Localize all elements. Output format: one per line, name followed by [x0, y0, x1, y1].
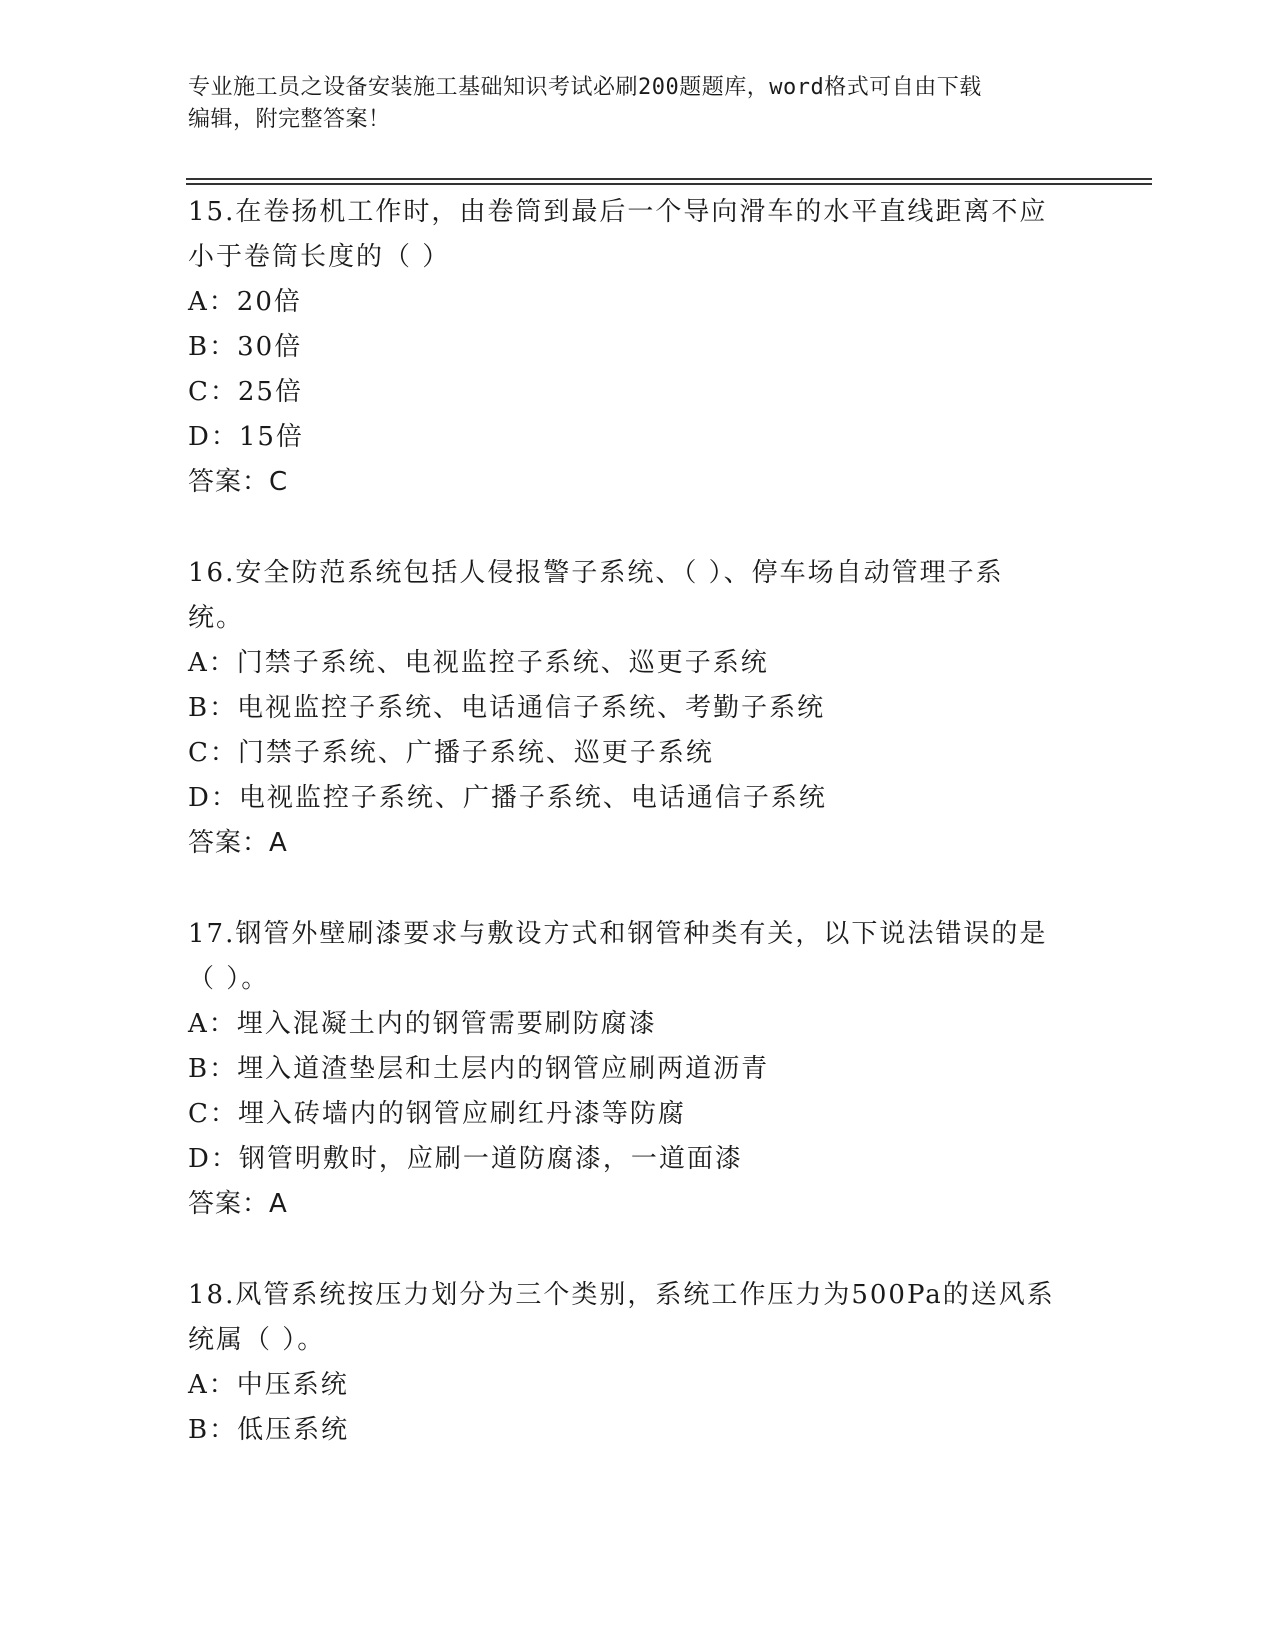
document-header [188, 72, 1068, 136]
question-stem-line-2: （ ）。 [188, 964, 270, 994]
option-b: B：埋入道渣垫层和土层内的钢管应刷两道沥青 [188, 1054, 770, 1084]
option-b: B：电视监控子系统、电话通信子系统、考勤子系统 [188, 693, 826, 723]
option-d: D：钢管明敷时，应刷一道防腐漆，一道面漆 [188, 1144, 743, 1174]
answer-line: 答案：A [188, 1189, 288, 1219]
option-a: A：中压系统 [188, 1370, 349, 1400]
option-b: B：30倍 [188, 332, 303, 362]
option-b: B：低压系统 [188, 1415, 350, 1445]
question-15 [188, 190, 1088, 505]
option-d: D：15倍 [188, 422, 304, 452]
option-a: A：20倍 [188, 287, 302, 317]
question-17 [188, 912, 1088, 1227]
question-stem-line-1: 15.在卷扬机工作时，由卷筒到最后一个导向滑车的水平直线距离不应 [188, 197, 1048, 227]
question-stem-line-1: 18.风管系统按压力划分为三个类别，系统工作压力为500Pa的送风系 [188, 1280, 1055, 1310]
option-d: D：电视监控子系统、广播子系统、电话通信子系统 [188, 783, 827, 813]
option-c: C：埋入砖墙内的钢管应刷红丹漆等防腐 [188, 1099, 686, 1129]
header-line-2: 编辑，附完整答案！ [188, 107, 391, 132]
question-stem-line-1: 17.钢管外壁刷漆要求与敷设方式和钢管种类有关，以下说法错误的是 [188, 919, 1048, 949]
option-a: A：埋入混凝土内的钢管需要刷防腐漆 [188, 1009, 657, 1039]
option-a: A：门禁子系统、电视监控子系统、巡更子系统 [188, 648, 769, 678]
question-stem-line-2: 小于卷筒长度的（ ） [188, 242, 451, 272]
question-18 [188, 1273, 1088, 1453]
question-stem-line-2: 统属（ ）。 [188, 1325, 326, 1355]
question-stem-line-1: 16.安全防范系统包括人侵报警子系统、（ ）、停车场自动管理子系 [188, 558, 1004, 588]
answer-line: 答案：C [188, 467, 289, 497]
header-divider-bottom [186, 183, 1152, 185]
answer-line: 答案：A [188, 828, 288, 858]
option-c: C：25倍 [188, 377, 303, 407]
question-16 [188, 551, 1088, 866]
question-stem-line-2: 统。 [188, 603, 245, 633]
option-c: C：门禁子系统、广播子系统、巡更子系统 [188, 738, 714, 768]
question-list [188, 190, 1088, 1499]
header-divider-top [186, 178, 1152, 180]
header-line-1: 专业施工员之设备安装施工基础知识考试必刷200题题库，word格式可自由下载 [188, 75, 982, 100]
